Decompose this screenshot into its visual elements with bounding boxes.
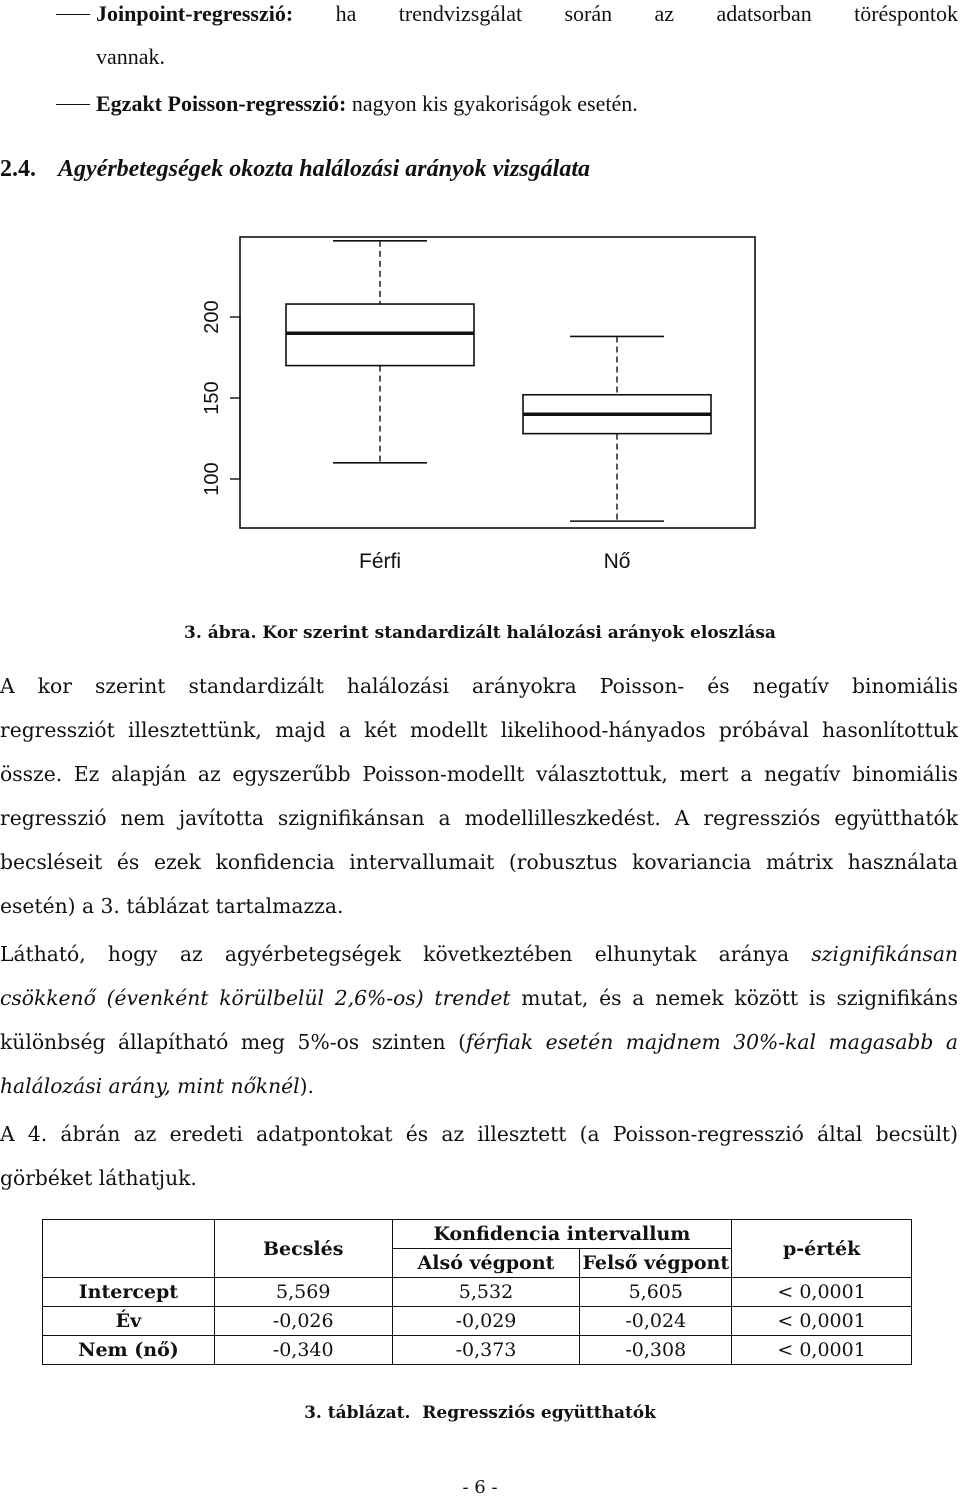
row-name: Nem (nő) [43,1336,215,1365]
text-line: regressziót illesztettünk, majd a két modellt likelihood-hányados próbával hasonlítottuk [0,718,958,742]
figure-caption [0,623,960,643]
table-label: 3. táblázat. [304,1403,411,1423]
table-row [43,1336,912,1365]
figure-label: 3. ábra. [184,623,257,643]
italic-run: férfiak esetén majdnem 30%-kal magasabb a [466,1030,958,1054]
text-line [0,1064,958,1108]
text-run: különbség állapítható meg 5%-os szinten ( [0,1030,467,1054]
header-p-value: p-érték [732,1220,912,1278]
paragraph-findings [0,932,958,1108]
text-line: esetén) a 3. táblázat tartalmazza. [0,894,344,918]
bullet-text-cont: vannak. [96,44,166,69]
cell-estimate: 5,569 [214,1278,392,1307]
text-line [0,932,958,976]
text-line: A kor szerint standardizált halálozási arányokra Poisson- és negatív binomiális [0,674,958,698]
y-tick-label: 100 [201,462,223,496]
text-line: össze. Ez alapján az egyszerűbb Poisson-modellt választottuk, mert a negatív binomiális [0,762,958,786]
y-tick-label: 150 [201,381,223,415]
text-run: mutat, és a nemek között is szignifikáns [510,986,959,1010]
box-series [286,241,711,521]
y-axis-ticks [201,300,240,495]
bullet-term: Joinpoint-regresszió: [96,1,294,26]
cell-lower: -0,373 [392,1336,580,1365]
cell-upper: -0,308 [580,1336,732,1365]
cell-estimate: -0,340 [214,1336,392,1365]
table-row [43,1307,912,1336]
cell-p: < 0,0001 [732,1336,912,1365]
x-tick-label: Férfi [359,550,401,573]
text-line [0,1020,958,1064]
italic-run: csökkenő (évenként körülbelül 2,6%-os) trendet [0,986,511,1010]
box-no [523,336,711,521]
italic-run: halálozási arány, mint nőknél [0,1074,300,1098]
header-empty [43,1220,215,1278]
bullet-text: nagyon kis gyakoriságok esetén. [346,91,638,116]
header-ci: Konfidencia intervallum [392,1220,732,1249]
box-ferfi [286,241,474,463]
text-run: ). [299,1074,314,1098]
figure-caption-text: Kor szerint standardizált halálozási arányok eloszlása [256,623,776,643]
x-axis-labels [359,550,630,573]
plot-frame [240,237,755,528]
regression-table [42,1219,912,1365]
section-number: 2.4. [0,156,36,182]
cell-estimate: -0,026 [214,1307,392,1336]
text-line: becsléseit és ezek konfidencia intervallumait (robusztus kovariancia mátrix használata [0,850,958,874]
bullet-text: ha trendvizsgálat során az adatsorban töréspontok [293,1,958,26]
cell-p: < 0,0001 [732,1307,912,1336]
bullet-term: Egzakt Poisson-regresszió: [96,91,347,116]
cell-upper: -0,024 [580,1307,732,1336]
header-estimate: Becslés [214,1220,392,1278]
text-line [0,976,958,1020]
paragraph-figure-ref [0,1112,958,1200]
text-line: görbéket láthatjuk. [0,1166,197,1190]
table-caption [0,1403,960,1423]
text-run: Látható, hogy az agyérbetegségek következtében elhunytak aránya [0,942,812,966]
text-line: regresszió nem javította szignifikánsan a modellilleszkedést. A regressziós együtthatók [0,806,958,830]
cell-lower: -0,029 [392,1307,580,1336]
page-number: - 6 - [462,1477,498,1498]
header-upper: Felső végpont [580,1249,732,1278]
section-title: Agyérbetegségek okozta halálozási arányok vizsgálata [58,156,590,182]
table-caption-text: Regressziós együtthatók [422,1403,656,1423]
row-name: Intercept [43,1278,215,1307]
boxplot-chart [0,225,960,615]
x-tick-label: Nő [603,550,631,573]
paragraph-model [0,664,958,928]
dash-marker [56,104,90,105]
cell-lower: 5,532 [392,1278,580,1307]
y-tick-label: 200 [201,300,223,334]
row-name: Év [43,1307,215,1336]
cell-upper: 5,605 [580,1278,732,1307]
italic-run: szignifikánsan [811,942,958,966]
cell-p: < 0,0001 [732,1278,912,1307]
header-lower: Alsó végpont [392,1249,580,1278]
dash-marker [56,14,90,15]
text-line: A 4. ábrán az eredeti adatpontokat és az illesztett (a Poisson-regresszió által becsült) [0,1122,958,1146]
table-row [43,1278,912,1307]
